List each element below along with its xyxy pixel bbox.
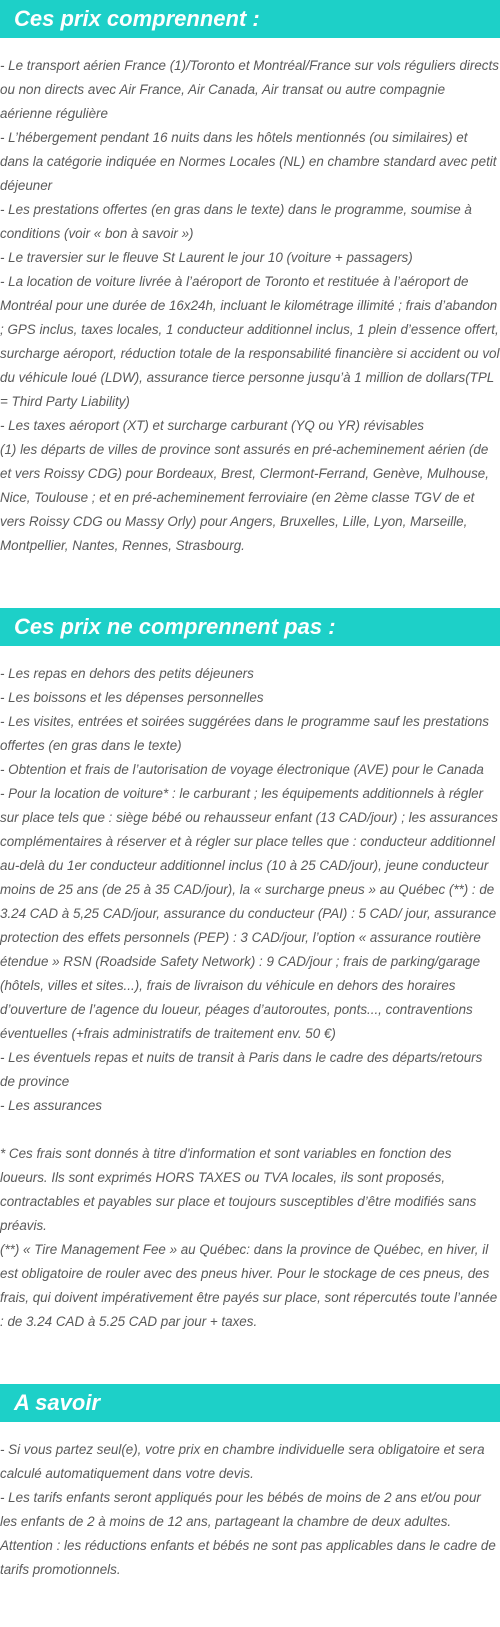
- excludes-item: - Les repas en dehors des petits déjeuners: [0, 666, 254, 681]
- includes-footnote: (1) les départs de villes de province sont assurés en pré-acheminement aérien (de et vers Roissy CDG) pour Bordeaux, Brest, Clermont-Ferrand, Genève, Mulhouse, Nice, Toulouse ; et en pré-acheminement ferroviaire (en 2ème classe TGV de et vers Roissy CDG ou Massy Orly) pour Angers, Bruxelles, Lille, Lyon, Marseille, Montpellier, Nantes, Rennes, Strasbourg.: [0, 442, 489, 553]
- excludes-item: - Les visites, entrées et soirées suggérées dans le programme sauf les prestations offertes (en gras dans le texte): [0, 714, 490, 753]
- excludes-item: - Les assurances: [0, 1098, 102, 1113]
- includes-item: - Les taxes aéroport (XT) et surcharge carburant (YQ ou YR) révisables: [0, 418, 424, 433]
- excludes-header: Ces prix ne comprennent pas :: [0, 608, 500, 646]
- info-item: - Si vous partez seul(e), votre prix en chambre individuelle sera obligatoire et sera calculé automatiquement dans votre devis.: [0, 1442, 485, 1481]
- includes-list: [0, 38, 500, 558]
- info-header: A savoir: [0, 1384, 500, 1422]
- excludes-note: (**) « Tire Management Fee » au Québec: dans la province de Québec, en hiver, il est obligatoire de rouler avec des pneus hiver. Pour le stockage de ces pneus, des frais, qui doivent impérativement être payés sur place, sont répercutés toute l’année : de 3.24 CAD à 5.25 CAD par jour + taxes.: [0, 1242, 498, 1329]
- excludes-item: - Les éventuels repas et nuits de transit à Paris dans le cadre des départs/retours de province: [0, 1050, 483, 1089]
- includes-header: Ces prix comprennent :: [0, 0, 500, 38]
- excludes-note: * Ces frais sont donnés à titre d'information et sont variables en fonction des loueurs. Ils sont exprimés HORS TAXES ou TVA locales, ils sont proposés, contractables et payables sur place et toujours susceptibles d’être modifiés sans préavis.: [0, 1146, 477, 1233]
- includes-item: - Les prestations offertes (en gras dans le texte) dans le programme, soumise à conditions (voir « bon à savoir »): [0, 202, 472, 241]
- includes-item: - L’hébergement pendant 16 nuits dans les hôtels mentionnés (ou similaires) et dans la catégorie indiquée en Normes Locales (NL) en chambre standard avec petit déjeuner: [0, 130, 497, 193]
- info-list: [0, 1422, 500, 1582]
- excludes-item: - Les boissons et les dépenses personnelles: [0, 690, 264, 705]
- includes-item: - Le transport aérien France (1)/Toronto et Montréal/France sur vols réguliers directs ou non directs avec Air France, Air Canada, Air transat ou autre compagnie aérienne régulière: [0, 58, 499, 121]
- excludes-list: [0, 646, 500, 1334]
- excludes-item: - Obtention et frais de l’autorisation de voyage électronique (AVE) pour le Canada: [0, 762, 484, 777]
- excludes-item: - Pour la location de voiture* : le carburant ; les équipements additionnels à régler sur place tels que : siège bébé ou rehausseur enfant (13 CAD/jour) ; les assurances complémentaires à réserver et à régler sur place telles que : conducteur additionnel au-delà du 1er conducteur additionnel inclus (10 à 25 CAD/jour), jeune conducteur moins de 25 ans (de 25 à 35 CAD/jour), la « surcharge pneus » au Québec (**) : de 3.24 CAD à 5,25 CAD/jour, assurance du conducteur (PAI) : 5 CAD/ jour, assurance protection des effets personnels (PEP) : 3 CAD/jour, l’option « assurance routière étendue » RSN (Roadside Safety Network) : 9 CAD/jour ; frais de parking/garage (hôtels, villes et sites...), frais de livraison du véhicule en dehors des horaires d’ouverture de l’agence du loueur, péages d’autoroutes, ponts..., contraventions éventuelles (+frais administratifs de traitement env. 50 €): [0, 786, 498, 1041]
- includes-item: - Le traversier sur le fleuve St Laurent le jour 10 (voiture + passagers): [0, 250, 413, 265]
- includes-item: - La location de voiture livrée à l’aéroport de Toronto et restituée à l’aéroport de Montréal pour une durée de 16x24h, incluant le kilométrage illimité ; frais d’abandon ; GPS inclus, taxes locales, 1 conducteur additionnel inclus, 1 plein d’essence offert, surcharge aéroport, réduction totale de la responsabilité financière si accident ou vol du véhicule loué (LDW), assurance tierce personne jusqu’à 1 million de dollars(TPL = Third Party Liability): [0, 274, 500, 409]
- info-item: - Les tarifs enfants seront appliqués pour les bébés de moins de 2 ans et/ou pour les enfants de 2 à moins de 12 ans, partageant la chambre de deux adultes. Attention : les réductions enfants et bébés ne sont pas applicables dans le cadre de tarifs promotionnels.: [0, 1490, 496, 1577]
